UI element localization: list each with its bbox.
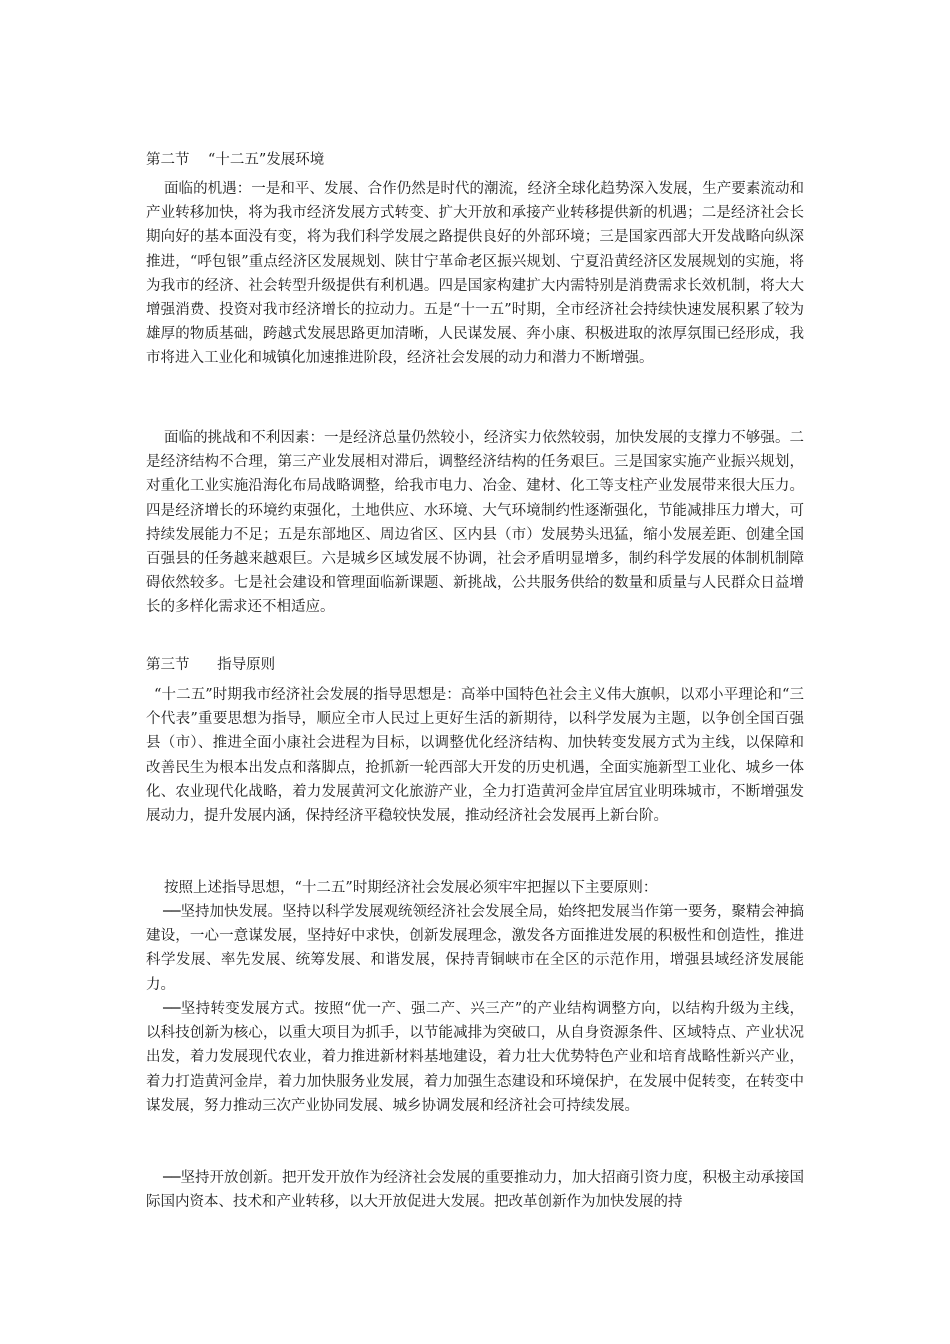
paragraph-principles-intro: 按照上述指导思想，“十二五”时期经济社会发展必须牢牢把握以下主要原则： (164, 880, 658, 896)
paragraph-opportunities: 面临的机遇：一是和平、发展、合作仍然是时代的潮流，经济全球化趋势深入发展，生产要素流动和产业转移加快，将为我市经济发展方式转变、扩大开放和承接产业转移提供新的机遇；二是经济社会长期向好的基本面没有变，将为我们科学发展之路提供良好的外部环境；三是国家西部大开发战略向纵深推进，“呼包银”重点经济区发展规划、陕甘宁革命老区振兴规划、宁夏沿黄经济区发展规划的实施，将为我市的经济、社会转型升级提供有利机遇。四是国家构建扩大内需特别是消费需求长效机制，将大大增强消费、投资对我市经济增长的拉动力。五是“十一五”时期，全市经济社会持续快速发展积累了较为雄厚的物质基础，跨越式发展思路更加清晰，人民谋发展、奔小康、积极进取的浓厚氛围已经形成，我市将进入工业化和城镇化加速推进阶段，经济社会发展的动力和潜力不断增强。 (146, 181, 804, 367)
paragraph-principle-transform: ──坚持转变发展方式。按照“优一产、强二产、兴三产”的产业结构调整方向，以结构升级为主线，以科技创新为核心，以重大项目为抓手，以节能减排为突破口，从自身资源条件、区域特点、产业状况出发，着力发展现代农业，着力推进新材料基地建设，着力壮大优势特色产业和培育战略性新兴产业，着力打造黄河金岸，着力加快服务业发展，着力加强生态建设和环境保护，在发展中促转变，在转变中谋发展，努力推动三次产业协同发展、城乡协调发展和经济社会可持续发展。 (146, 1001, 804, 1114)
paragraph-principle-open-innovation: ──坚持开放创新。把开发开放作为经济社会发展的重要推动力，加大招商引资力度，积极主动承接国际国内资本、技术和产业转移，以大开放促进大发展。把改革创新作为加快发展的持 (146, 1170, 804, 1211)
section-heading-development-environment: 第二节 “十二五”发展环境 (146, 152, 325, 168)
paragraph-challenges: 面临的挑战和不利因素：一是经济总量仍然较小，经济实力依然较弱，加快发展的支撑力不够强。二是经济结构不合理，第三产业发展相对滞后，调整经济结构的任务艰巨。三是国家实施产业振兴规划，对重化工业实施沿海化布局战略调整，给我市电力、冶金、建材、化工等支柱产业发展带来很大压力。四是经济增长的环境约束强化，土地供应、水环境、大气环境制约性逐渐强化，节能减排压力增大，可持续发展能力不足；五是东部地区、周边省区、区内县（市）发展势头迅猛，缩小发展差距、创建全国百强县的任务越来越艰巨。六是城乡区域发展不协调，社会矛盾明显增多，制约科学发展的体制机制障碍依然较多。七是社会建设和管理面临新课题、新挑战，公共服务供给的数量和质量与人民群众日益增长的多样化需求还不相适应。 (146, 430, 804, 616)
paragraph-guiding-ideology: “十二五”时期我市经济社会发展的指导思想是：高举中国特色社会主义伟大旗帜，以邓小平理论和“三个代表”重要思想为指导，顺应全市人民过上更好生活的新期待，以科学发展为主题，以争创全国百强县（市）、推进全面小康社会进程为目标，以调整优化经济结构、加快转变发展方式为主线，以保障和改善民生为根本出发点和落脚点，抢抓新一轮西部大开发的历史机遇，全面实施新型工业化、城乡一体化、农业现代化战略，着力发展黄河文化旅游产业，全力打造黄河金岸宜居宜业明珠城市，不断增强发展动力，提升发展内涵，保持经济平稳较快发展，推动经济社会发展再上新台阶。 (146, 687, 804, 825)
paragraph-principle-accelerate: ──坚持加快发展。坚持以科学发展观统领经济社会发展全局，始终把发展当作第一要务，聚精会神搞建设，一心一意谋发展，坚持好中求快，创新发展理念，激发各方面推进发展的积极性和创造性，推进科学发展、率先发展、统筹发展、和谐发展，保持青铜峡市在全区的示范作用，增强县域经济发展能力。 (146, 904, 804, 993)
section-heading-guiding-principles: 第三节 指导原则 (146, 657, 276, 673)
